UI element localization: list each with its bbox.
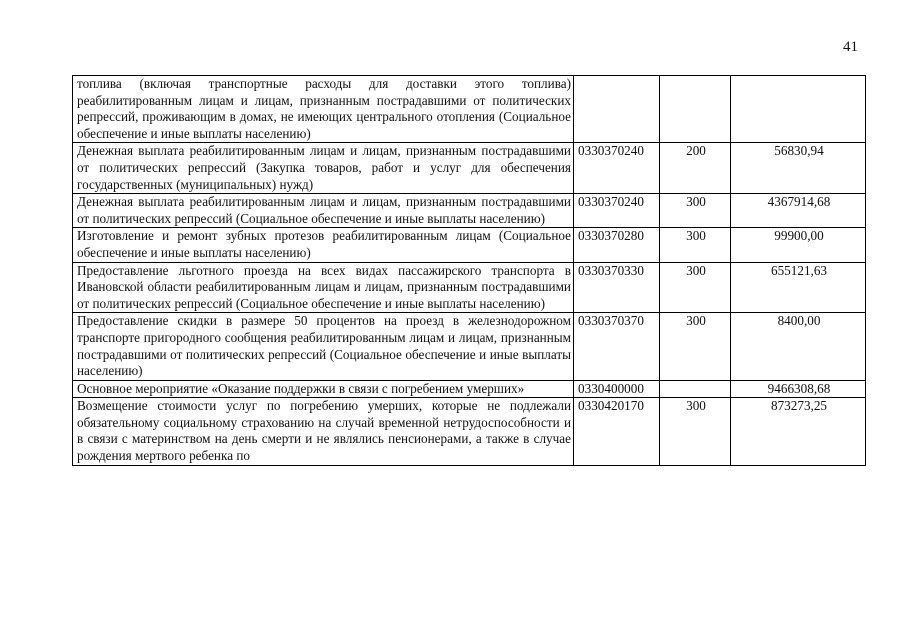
budget-table-body	[73, 76, 866, 466]
row-expense-type: 300	[660, 398, 731, 465]
row-amount: 56830,94	[731, 143, 866, 194]
row-description: Предоставление льготного проезда на всех видах пассажирского транспорта в Ивановской области реабилитированным лицам и лицам, признанным пострадавшими от политических репрессий (Социальное обеспечение и иные выплаты населению)	[73, 262, 574, 313]
row-amount	[731, 76, 866, 143]
table-row	[73, 262, 866, 313]
row-description: Возмещение стоимости услуг по погребению умерших, которые не подлежали обязательному социальному страхованию на случай временной нетрудоспособности и в связи с материнством на день смерти и не являлись пенсионерами, а также в случае рождения мертвого ребенка по	[73, 398, 574, 465]
row-description: Основное мероприятие «Оказание поддержки в связи с погребением умерших»	[73, 380, 574, 398]
row-amount: 9466308,68	[731, 380, 866, 398]
row-expense-type: 300	[660, 194, 731, 228]
row-expense-type	[660, 76, 731, 143]
page-number: 41	[843, 39, 858, 55]
table-row	[73, 228, 866, 262]
row-expense-type: 300	[660, 228, 731, 262]
row-code: 0330370370	[574, 313, 660, 380]
row-amount: 873273,25	[731, 398, 866, 465]
row-description: топлива (включая транспортные расходы для доставки этого топлива) реабилитированным лицам и лицам, признанным пострадавшими от политических репрессий, проживающим в домах, не имеющих центрального отопления (Социальное обеспечение и иные выплаты населению)	[73, 76, 574, 143]
row-code: 0330370330	[574, 262, 660, 313]
row-expense-type	[660, 380, 731, 398]
row-code: 0330370280	[574, 228, 660, 262]
row-code: 0330420170	[574, 398, 660, 465]
row-expense-type: 200	[660, 143, 731, 194]
budget-table	[72, 75, 866, 466]
table-row	[73, 76, 866, 143]
row-amount: 4367914,68	[731, 194, 866, 228]
row-description: Денежная выплата реабилитированным лицам и лицам, признанным пострадавшими от политических репрессий (Социальное обеспечение и иные выплаты населению)	[73, 194, 574, 228]
table-row	[73, 398, 866, 465]
row-description: Денежная выплата реабилитированным лицам и лицам, признанным пострадавшими от политических репрессий (Закупка товаров, работ и услуг для обеспечения государственных (муниципальных) нужд)	[73, 143, 574, 194]
row-code	[574, 76, 660, 143]
row-amount: 8400,00	[731, 313, 866, 380]
row-expense-type: 300	[660, 262, 731, 313]
row-amount: 99900,00	[731, 228, 866, 262]
row-amount: 655121,63	[731, 262, 866, 313]
row-expense-type: 300	[660, 313, 731, 380]
row-description: Предоставление скидки в размере 50 процентов на проезд в железнодорожном транспорте пригородного сообщения реабилитированным лицам и лицам, признанным пострадавшими от политических репрессий (Социальное обеспечение и иные выплаты населению)	[73, 313, 574, 380]
table-row	[73, 143, 866, 194]
row-code: 0330370240	[574, 194, 660, 228]
table-row	[73, 380, 866, 398]
row-code: 0330370240	[574, 143, 660, 194]
table-row	[73, 313, 866, 380]
table-row	[73, 194, 866, 228]
row-description: Изготовление и ремонт зубных протезов реабилитированным лицам (Социальное обеспечение и иные выплаты населению)	[73, 228, 574, 262]
row-code: 0330400000	[574, 380, 660, 398]
